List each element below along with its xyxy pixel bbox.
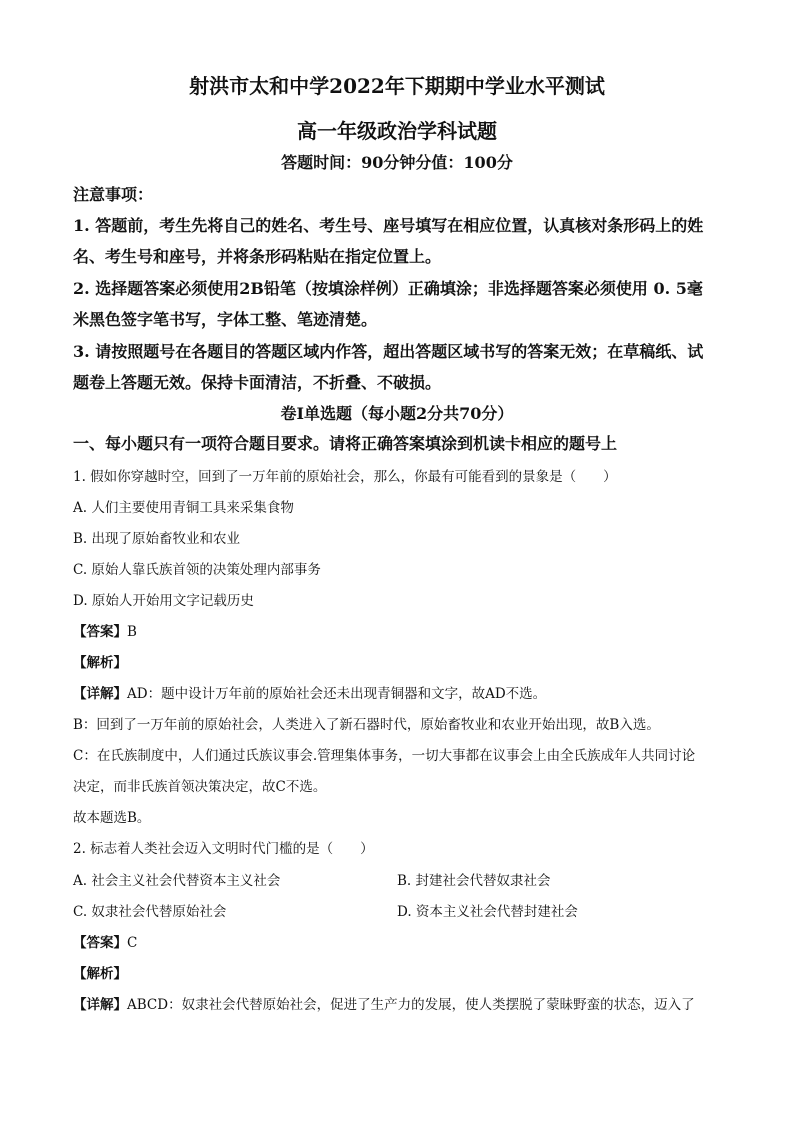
q1-option-a: A. 人们主要使用青铜工具来采集食物	[73, 500, 294, 516]
note-1-line-1: 1. 答题前，考生先将自己的姓名、考生号、座号填写在相应位置，认真核对条形码上的姓	[73, 216, 704, 235]
analysis-tag: 【解析】	[73, 966, 127, 982]
q2-answer	[73, 931, 137, 951]
analysis-tag: 【解析】	[73, 655, 127, 671]
note-2-line-1: 2. 选择题答案必须使用2B铅笔（按填涂样例）正确填涂；非选择题答案必须使用 0. 5毫	[73, 279, 703, 298]
answer-tag: 【答案】	[73, 624, 127, 640]
exam-subtitle: 高一年级政治学科试题	[297, 119, 497, 143]
section-instruction: 一、每小题只有一项符合题目要求。请将正确答案填涂到机读卡相应的题号上	[73, 434, 618, 453]
detail-text: ABCD：奴隶社会代替原始社会，促进了生产力的发展，使人类摆脱了蒙昧野蛮的状态，迈入了	[127, 997, 695, 1013]
answer-value: B	[127, 624, 137, 640]
detail-tag: 【详解】	[73, 686, 127, 702]
answer-tag: 【答案】	[73, 935, 127, 951]
q1-analysis	[73, 651, 127, 671]
q1-detail-3a: C：在氏族制度中，人们通过氏族议事会.管理集体事务，一切大事都在议事会上由全氏族成年人共同讨论	[73, 748, 696, 764]
note-1-line-2: 名、考生号和座号，并将条形码粘贴在指定位置上。	[73, 247, 442, 266]
detail-tag: 【详解】	[73, 997, 127, 1013]
q2-option-d: D. 资本主义社会代替封建社会	[397, 904, 578, 920]
note-3-line-1: 3. 请按照题号在各题目的答题区域内作答，超出答题区域书写的答案无效；在草稿纸、试	[73, 342, 704, 361]
q2-analysis	[73, 962, 127, 982]
q1-answer	[73, 620, 137, 640]
note-2-line-2: 米黑色签字笔书写，字体工整、笔迹清楚。	[73, 310, 378, 329]
q1-detail-2: B：回到了一万年前的原始社会，人类进入了新石器时代，原始畜牧业和农业开始出现，故B入选。	[73, 717, 660, 733]
q2-option-b: B. 封建社会代替奴隶社会	[397, 873, 551, 889]
q1-detail-3b: 决定，而非氏族首领决策决定，故C不选。	[73, 779, 327, 795]
q2-option-a: A. 社会主义社会代替资本主义社会	[73, 873, 281, 889]
section-title: 卷Ⅰ单选题（每小题2分共70分）	[280, 404, 514, 423]
q1-stem: 1. 假如你穿越时空，回到了一万年前的原始社会，那么，你最有可能看到的景象是（ ）	[73, 469, 617, 485]
q1-detail-1	[73, 682, 546, 702]
time-info: 答题时间：90分钟分值：100分	[281, 153, 513, 172]
notes-heading: 注意事项：	[73, 185, 154, 204]
note-3-line-2: 题卷上答题无效。保持卡面清洁，不折叠、不破损。	[73, 373, 442, 392]
exam-title: 射洪市太和中学2022年下期期中学业水平测试	[189, 74, 605, 98]
q1-option-d: D. 原始人开始用文字记载历史	[73, 593, 254, 609]
q2-detail-1	[73, 993, 695, 1013]
q1-conclusion: 故本题选B。	[73, 810, 151, 826]
q2-option-c: C. 奴隶社会代替原始社会	[73, 904, 227, 920]
answer-value: C	[127, 935, 138, 951]
detail-text: AD：题中设计万年前的原始社会还未出现青铜器和文字，故AD不选。	[127, 686, 547, 702]
q1-option-b: B. 出现了原始畜牧业和农业	[73, 531, 241, 547]
q1-option-c: C. 原始人靠氏族首领的决策处理内部事务	[73, 562, 321, 578]
q2-stem: 2. 标志着人类社会迈入文明时代门槛的是（ ）	[73, 841, 374, 857]
